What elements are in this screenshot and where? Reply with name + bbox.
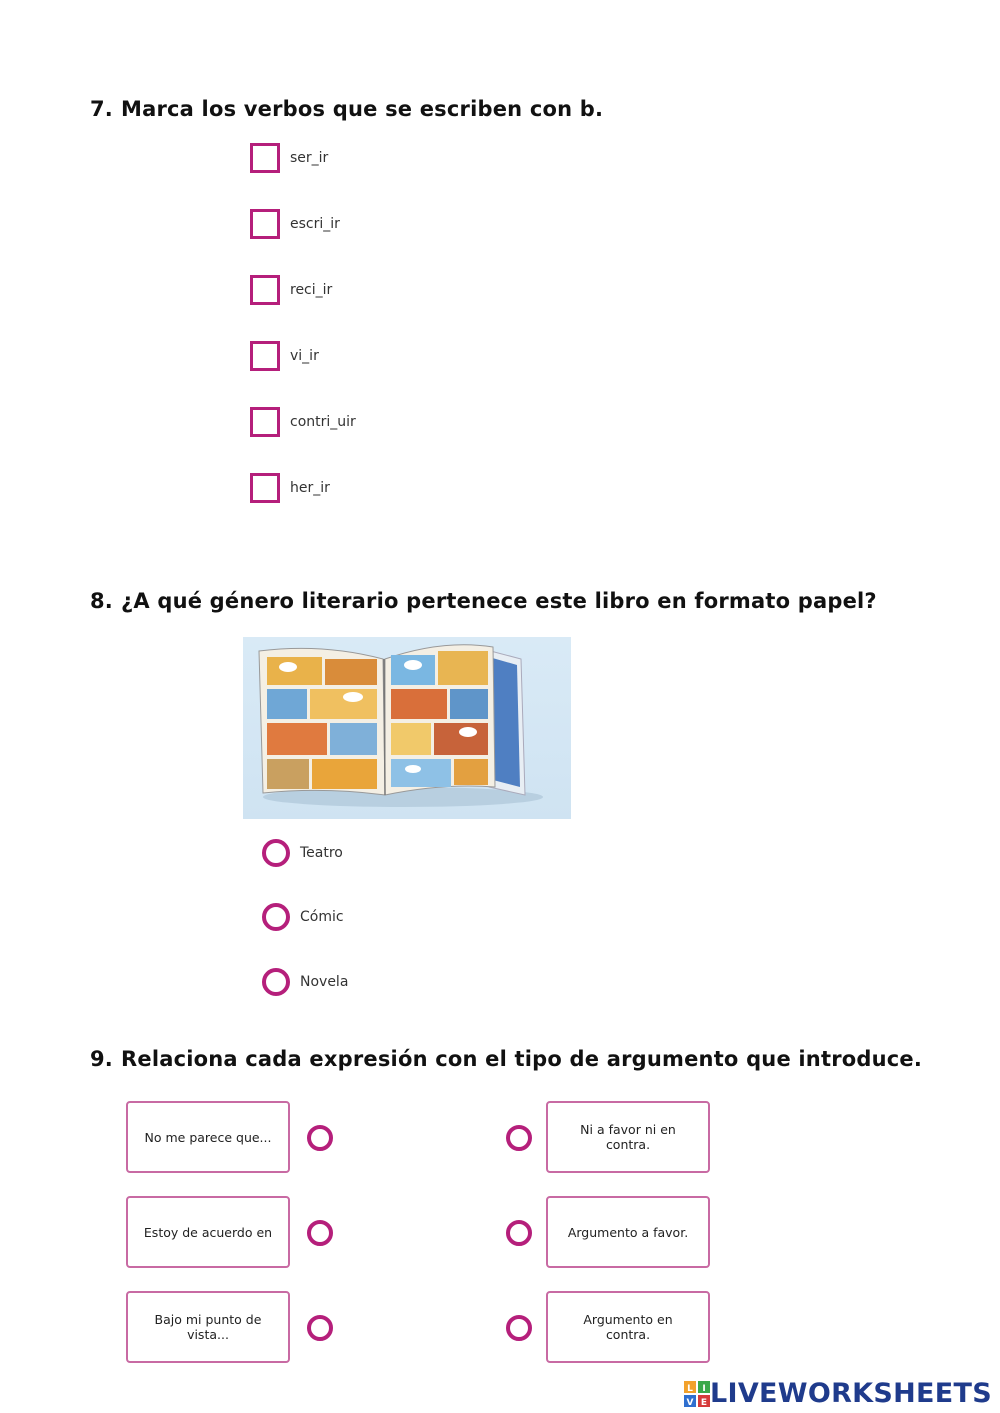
checkbox[interactable] (250, 143, 280, 173)
open-comic-book-illustration (243, 637, 571, 819)
checkbox-option[interactable] (250, 407, 356, 437)
radio-option[interactable] (262, 902, 344, 932)
question-text: Marca los verbos que se escriben con b. (121, 97, 604, 121)
svg-text:I: I (702, 1383, 706, 1394)
question-number: 7. (90, 97, 113, 121)
checkbox[interactable] (250, 209, 280, 239)
question-number: 8. (90, 589, 113, 613)
question-7-title (90, 97, 603, 121)
checkbox-option[interactable] (250, 209, 340, 239)
match-right-dot[interactable] (506, 1315, 532, 1341)
radio-option[interactable] (262, 967, 348, 997)
match-left-item: Estoy de acuerdo en (126, 1196, 290, 1268)
svg-text:V: V (686, 1397, 694, 1407)
svg-text:L: L (687, 1383, 693, 1394)
match-left-item: Bajo mi punto de vista... (126, 1291, 290, 1363)
option-label: contri_uir (290, 414, 356, 430)
radio-button[interactable] (262, 839, 290, 867)
checkbox-option[interactable] (250, 341, 319, 371)
question-text: Relaciona cada expresión con el tipo de argumento que introduce. (121, 1047, 923, 1071)
match-left-dot[interactable] (307, 1315, 333, 1341)
option-label: Novela (300, 974, 349, 990)
checkbox[interactable] (250, 275, 280, 305)
question-9-title (90, 1047, 922, 1071)
match-left-item: No me parece que... (126, 1101, 290, 1173)
match-left-dot[interactable] (307, 1220, 333, 1246)
question-text: ¿A qué género literario pertenece este libro en formato papel? (121, 589, 877, 613)
option-label: escri_ir (290, 216, 340, 232)
option-label: ser_ir (290, 150, 329, 166)
liveworksheets-logo-icon (684, 1381, 710, 1407)
question-8-title (90, 589, 877, 613)
option-label: reci_ir (290, 282, 333, 298)
checkbox-option[interactable] (250, 473, 330, 503)
liveworksheets-logo (684, 1378, 992, 1409)
radio-button[interactable] (262, 903, 290, 931)
match-right-dot[interactable] (506, 1220, 532, 1246)
option-label: vi_ir (290, 348, 319, 364)
checkbox-option[interactable] (250, 275, 332, 305)
brand-name: LIVEWORKSHEETS (709, 1378, 992, 1409)
match-right-item: Argumento en contra. (546, 1291, 710, 1363)
option-label: Teatro (300, 845, 343, 861)
option-label: her_ir (290, 480, 330, 496)
match-left-dot[interactable] (307, 1125, 333, 1151)
option-label: Cómic (300, 909, 344, 925)
match-right-item: Argumento a favor. (546, 1196, 710, 1268)
checkbox-option[interactable] (250, 143, 328, 173)
radio-option[interactable] (262, 838, 343, 868)
svg-text:E: E (700, 1397, 708, 1407)
radio-button[interactable] (262, 968, 290, 996)
checkbox[interactable] (250, 407, 280, 437)
question-number: 9. (90, 1047, 113, 1071)
checkbox[interactable] (250, 473, 280, 503)
match-right-dot[interactable] (506, 1125, 532, 1151)
checkbox[interactable] (250, 341, 280, 371)
comic-book-image (243, 637, 571, 819)
match-right-item: Ni a favor ni en contra. (546, 1101, 710, 1173)
